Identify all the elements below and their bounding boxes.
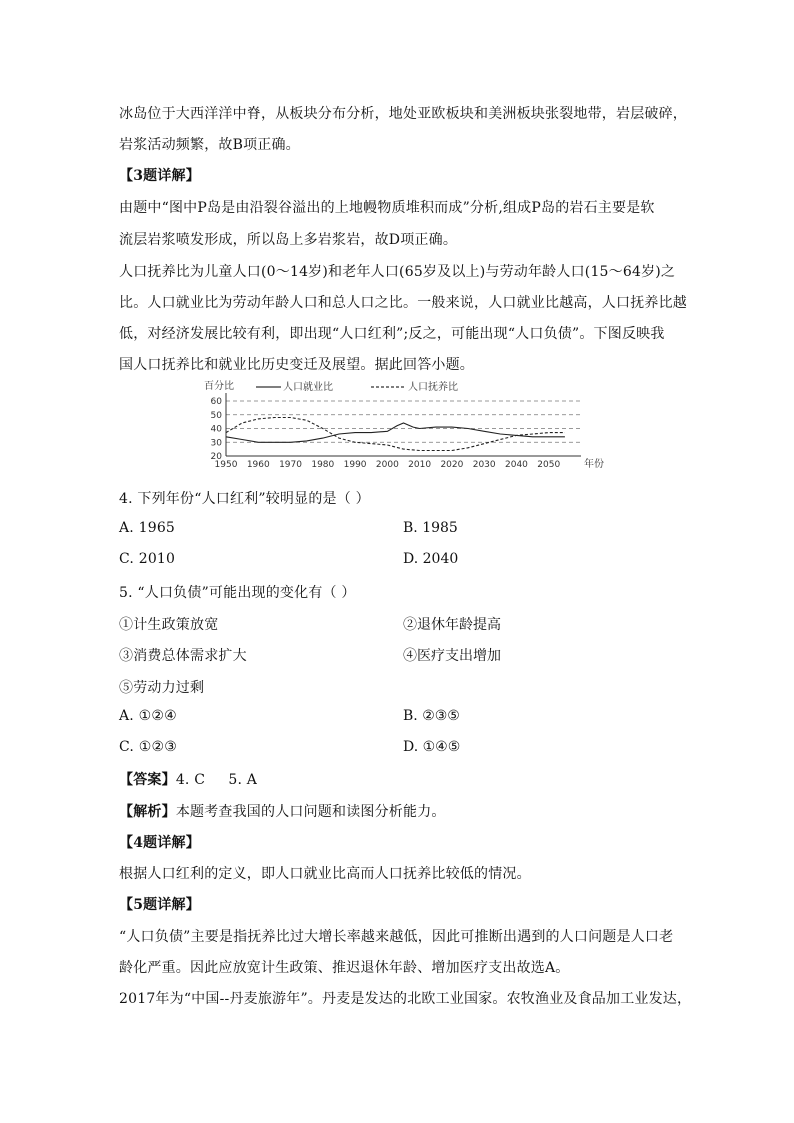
population-ratio-chart	[196, 378, 604, 470]
paragraph-line: 人口抚养比为儿童人口(0～14岁)和老年人口(65岁及以上)与劳动年龄人口(15～64岁)之	[119, 264, 676, 280]
series-line-employment	[226, 423, 565, 442]
x-tick-label: 1990	[343, 460, 367, 470]
q4-option-c[interactable]: C. 2010	[119, 551, 176, 567]
question-4-stem: 4. 下列年份“人口红利”较明显的是（ ）	[119, 491, 370, 507]
x-tick-label: 2010	[408, 460, 432, 470]
x-tick-label: 1980	[311, 460, 335, 470]
answer-text: 4. C 5. A	[175, 772, 258, 788]
answer-line	[119, 769, 257, 789]
q5-option-b[interactable]: B. ②③⑤	[403, 708, 460, 724]
section-heading: 【3题详解】	[119, 168, 200, 184]
answer-label: 【答案】	[119, 772, 176, 788]
q4-option-b[interactable]: B. 1985	[403, 520, 458, 536]
x-tick-label: 2040	[505, 460, 528, 470]
paragraph-line: 流层岩浆喷发形成，所以岛上多岩浆岩，故D项正确。	[119, 232, 458, 248]
q5-item-4: ④医疗支出增加	[403, 648, 501, 664]
paragraph-line: 龄化严重。因此应放宽计生政策、推迟退休年龄、增加医疗支出故选A。	[119, 960, 570, 976]
x-tick-label: 2000	[375, 460, 399, 470]
y-tick-label: 20	[210, 452, 222, 462]
paragraph-line: 根据人口红利的定义，即人口就业比高而人口抚养比较低的情况。	[119, 866, 531, 882]
paragraph-line: 低，对经济发展比较有利，即出现“人口红利”;反之，可能出现“人口负债”。下图反映我	[119, 326, 665, 342]
x-tick-label: 1950	[214, 460, 238, 470]
q5-item-5: ⑤劳动力过剩	[119, 680, 205, 696]
y-tick-label: 30	[210, 438, 222, 449]
paragraph-line: 冰岛位于大西洋洋中脊，从板块分布分析，地处亚欧板块和美洲板块张裂地带，岩层破碎，	[119, 106, 687, 122]
analysis-text: 本题考查我国的人口问题和读图分析能力。	[175, 804, 446, 820]
paragraph-line: “人口负债”主要是指抚养比过大增长率越来越低，因此可推断出遇到的人口问题是人口老	[119, 929, 674, 945]
x-tick-label: 2050	[537, 460, 561, 470]
q4-option-a[interactable]: A. 1965	[119, 520, 176, 536]
x-tick-label: 2020	[440, 460, 464, 470]
x-axis-title: 年份	[584, 459, 604, 470]
q5-item-3: ③消费总体需求扩大	[119, 648, 247, 664]
q5-option-a[interactable]: A. ①②④	[119, 708, 177, 724]
q5-item-1: ①计生政策放宽	[119, 617, 219, 633]
x-tick-label: 2030	[472, 460, 496, 470]
series-line-dependency	[226, 418, 565, 451]
x-tick-label: 1970	[279, 460, 302, 470]
paragraph-line: 2017年为“中国--丹麦旅游年”。丹麦是发达的北欧工业国家。农牧渔业及食品加工业发达，	[119, 991, 692, 1007]
analysis-line	[119, 801, 446, 821]
y-tick-label: 40	[210, 424, 222, 435]
q5-option-c[interactable]: C. ①②③	[119, 739, 177, 755]
paragraph-line: 由题中“图中P岛是由沿裂谷溢出的上地幔物质堆积而成”分析,组成P岛的岩石主要是软	[119, 200, 655, 216]
y-tick-label: 50	[210, 410, 222, 421]
section-heading: 【5题详解】	[119, 897, 200, 913]
chart-svg	[196, 378, 604, 470]
q5-item-2: ②退休年龄提高	[403, 617, 501, 633]
y-axis-title: 百分比	[204, 381, 234, 392]
legend-label-dependency: 人口抚养比	[408, 382, 458, 393]
x-tick-label: 1960	[246, 460, 270, 470]
analysis-label: 【解析】	[119, 804, 176, 820]
q5-option-d[interactable]: D. ①④⑤	[403, 739, 461, 755]
q4-option-d[interactable]: D. 2040	[403, 551, 459, 567]
paragraph-line: 国人口抚养比和就业比历史变迁及展望。据此回答小题。	[119, 357, 474, 373]
question-5-stem: 5. “人口负债”可能出现的变化有（ ）	[119, 585, 356, 601]
legend-label-employment: 人口就业比	[283, 382, 333, 393]
y-tick-label: 60	[210, 397, 222, 407]
section-heading: 【4题详解】	[119, 835, 200, 851]
paragraph-line: 岩浆活动频繁，故B项正确。	[119, 137, 300, 153]
paragraph-line: 比。人口就业比为劳动年龄人口和总人口之比。一般来说，人口就业比越高，人口抚养比越	[119, 295, 687, 311]
